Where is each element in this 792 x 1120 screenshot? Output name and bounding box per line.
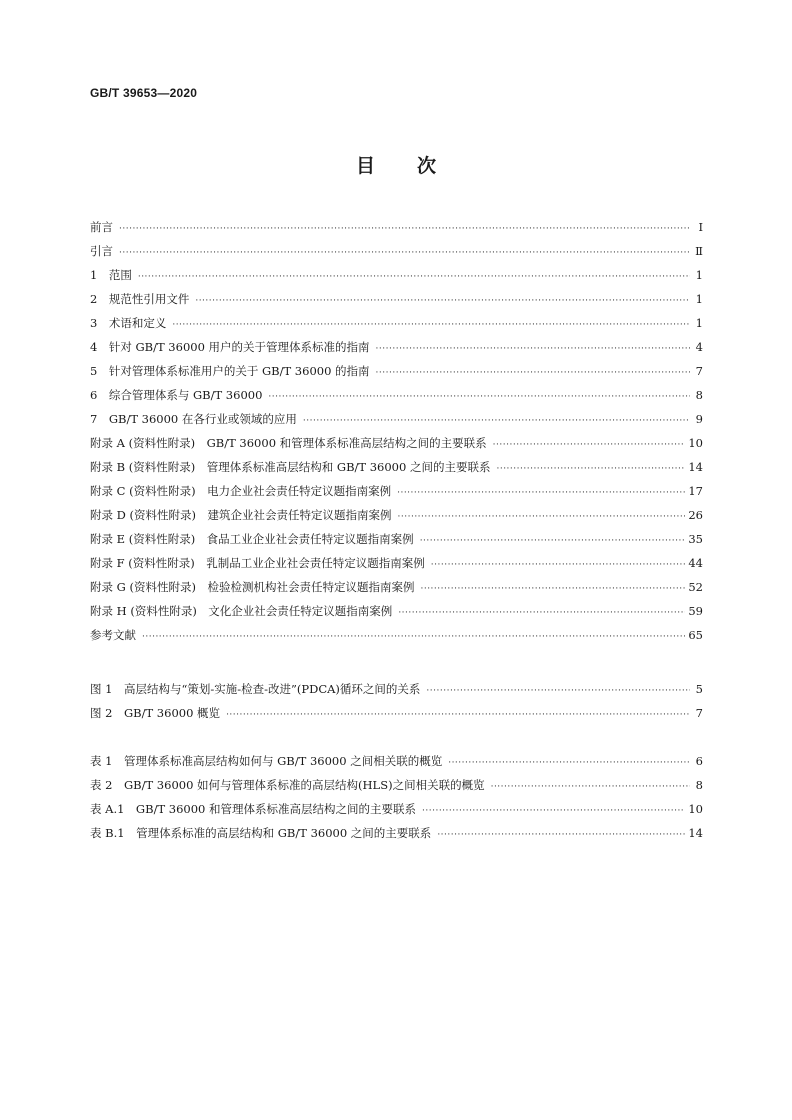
page-title-char-1: 目: [355, 155, 375, 177]
toc-entry[interactable]: [90, 551, 703, 575]
dot-leader: [493, 433, 686, 457]
toc-entry[interactable]: [90, 383, 703, 407]
toc-entry-label: 参考文献: [90, 628, 136, 642]
toc-entry-label: 表 1 管理体系标准高层结构如何与 GB/T 36000 之间相关联的概览: [90, 754, 443, 768]
toc-entry-label: 附录 E (资料性附录) 食品工业企业社会责任特定议题指南案例: [90, 532, 414, 546]
dot-leader: [426, 679, 690, 703]
toc-entry-page-number: Ⅱ: [695, 244, 703, 258]
toc-entry-page-number: 10: [688, 436, 703, 450]
toc-entry[interactable]: [90, 503, 703, 527]
toc-entry-label: 引言: [90, 244, 113, 258]
page-title: [0, 151, 792, 178]
toc-entry-label: 1 范围: [90, 268, 132, 282]
toc-entry-label: 图 2 GB/T 36000 概览: [90, 706, 221, 720]
toc-entry-label: 附录 A (资料性附录) GB/T 36000 和管理体系标准高层结构之间的主要联系: [90, 436, 487, 450]
dot-leader: [420, 577, 685, 601]
toc-entry[interactable]: [90, 623, 703, 647]
dot-leader: [398, 505, 686, 529]
toc-entry-label: 表 2 GB/T 36000 如何与管理体系标准的高层结构(HLS)之间相关联的概览: [90, 778, 485, 792]
toc-entry-page-number: 1: [695, 292, 703, 306]
toc-entry[interactable]: [90, 599, 703, 623]
toc-entry-page-number: 26: [688, 508, 703, 522]
toc-entry-page-number: 5: [695, 682, 703, 696]
figure-entry[interactable]: [90, 701, 703, 725]
toc-entry-label: 表 B.1 管理体系标准的高层结构和 GB/T 36000 之间的主要联系: [90, 826, 432, 840]
dot-leader: [496, 457, 685, 481]
toc-entry-page-number: 7: [695, 364, 703, 378]
dot-leader: [448, 751, 690, 775]
toc-entry[interactable]: [90, 311, 703, 335]
dot-leader: [303, 409, 690, 433]
toc-entry-label: 图 1 高层结构与“策划-实施-检查-改进”(PDCA)循环之间的关系: [90, 682, 421, 696]
dot-leader: [226, 703, 690, 727]
dot-leader: [119, 241, 690, 265]
toc-entry-label: 附录 G (资料性附录) 检验检测机构社会责任特定议题指南案例: [90, 580, 415, 594]
toc-entry-label: 6 综合管理体系与 GB/T 36000: [90, 388, 263, 402]
toc-entry-label: 4 针对 GB/T 36000 用户的关于管理体系标准的指南: [90, 340, 370, 354]
dot-leader: [420, 529, 686, 553]
dot-leader: [119, 217, 690, 241]
toc-entry[interactable]: [90, 407, 703, 431]
dot-leader: [195, 289, 690, 313]
toc-entry-label: 附录 H (资料性附录) 文化企业社会责任特定议题指南案例: [90, 604, 393, 618]
table-entry[interactable]: [90, 821, 703, 845]
toc-entry-label: 前言: [90, 220, 113, 234]
toc-entry[interactable]: [90, 455, 703, 479]
toc-entry-page-number: 1: [695, 268, 703, 282]
toc-entry-page-number: 65: [688, 628, 703, 642]
toc-entry-page-number: 4: [695, 340, 703, 354]
toc-entry-label: 5 针对管理体系标准用户的关于 GB/T 36000 的指南: [90, 364, 370, 378]
toc-entry[interactable]: [90, 359, 703, 383]
toc-entry-page-number: 6: [695, 754, 703, 768]
dot-leader: [437, 823, 685, 847]
toc-entry[interactable]: [90, 263, 703, 287]
toc-main-list: [90, 215, 703, 647]
toc-entry-label: 表 A.1 GB/T 36000 和管理体系标准高层结构之间的主要联系: [90, 802, 417, 816]
dot-leader: [268, 385, 690, 409]
dot-leader: [138, 265, 690, 289]
toc-entry[interactable]: [90, 431, 703, 455]
toc-entry-page-number: Ⅰ: [698, 220, 703, 234]
toc-entry-page-number: 14: [688, 460, 703, 474]
dot-leader: [172, 313, 690, 337]
dot-leader: [398, 601, 685, 625]
toc-entry-page-number: 10: [688, 802, 703, 816]
toc-entry[interactable]: [90, 527, 703, 551]
toc-entry-label: 附录 D (资料性附录) 建筑企业社会责任特定议题指南案例: [90, 508, 392, 522]
table-entry[interactable]: [90, 797, 703, 821]
toc-entry-page-number: 14: [688, 826, 703, 840]
toc-entry-label: 附录 B (资料性附录) 管理体系标准高层结构和 GB/T 36000 之间的主要联系: [90, 460, 491, 474]
toc-entry[interactable]: [90, 479, 703, 503]
toc-entry-label: 7 GB/T 36000 在各行业或领域的应用: [90, 412, 297, 426]
figure-entry[interactable]: [90, 677, 703, 701]
toc-entry[interactable]: [90, 335, 703, 359]
toc-tables-list: [90, 749, 703, 845]
dot-leader: [422, 799, 685, 823]
toc-entry[interactable]: [90, 287, 703, 311]
toc-figures-list: [90, 677, 703, 725]
toc-entry-label: 2 规范性引用文件: [90, 292, 190, 306]
toc-entry-page-number: 59: [688, 604, 703, 618]
dot-leader: [431, 553, 686, 577]
toc-entry-label: 附录 C (资料性附录) 电力企业社会责任特定议题指南案例: [90, 484, 392, 498]
table-entry[interactable]: [90, 749, 703, 773]
toc-entry-page-number: 8: [695, 388, 703, 402]
toc-entry[interactable]: [90, 239, 703, 263]
dot-leader: [376, 361, 690, 385]
toc-entry-label: 3 术语和定义: [90, 316, 167, 330]
dot-leader: [376, 337, 690, 361]
page-title-char-2: 次: [417, 155, 437, 177]
dot-leader: [397, 481, 685, 505]
table-entry[interactable]: [90, 773, 703, 797]
toc-entry-page-number: 35: [688, 532, 703, 546]
toc-entry[interactable]: [90, 215, 703, 239]
dot-leader: [142, 625, 685, 649]
toc-entry-page-number: 1: [695, 316, 703, 330]
toc-entry-page-number: 44: [688, 556, 703, 570]
toc-entry-page-number: 52: [688, 580, 703, 594]
toc-entry-label: 附录 F (资料性附录) 乳制品工业企业社会责任特定议题指南案例: [90, 556, 425, 570]
dot-leader: [491, 775, 690, 799]
toc-entry[interactable]: [90, 575, 703, 599]
toc-entry-page-number: 7: [695, 706, 703, 720]
toc-entry-page-number: 17: [688, 484, 703, 498]
toc-entry-page-number: 9: [695, 412, 703, 426]
standard-code: GB/T 39653—2020: [90, 86, 198, 100]
toc-entry-page-number: 8: [695, 778, 703, 792]
